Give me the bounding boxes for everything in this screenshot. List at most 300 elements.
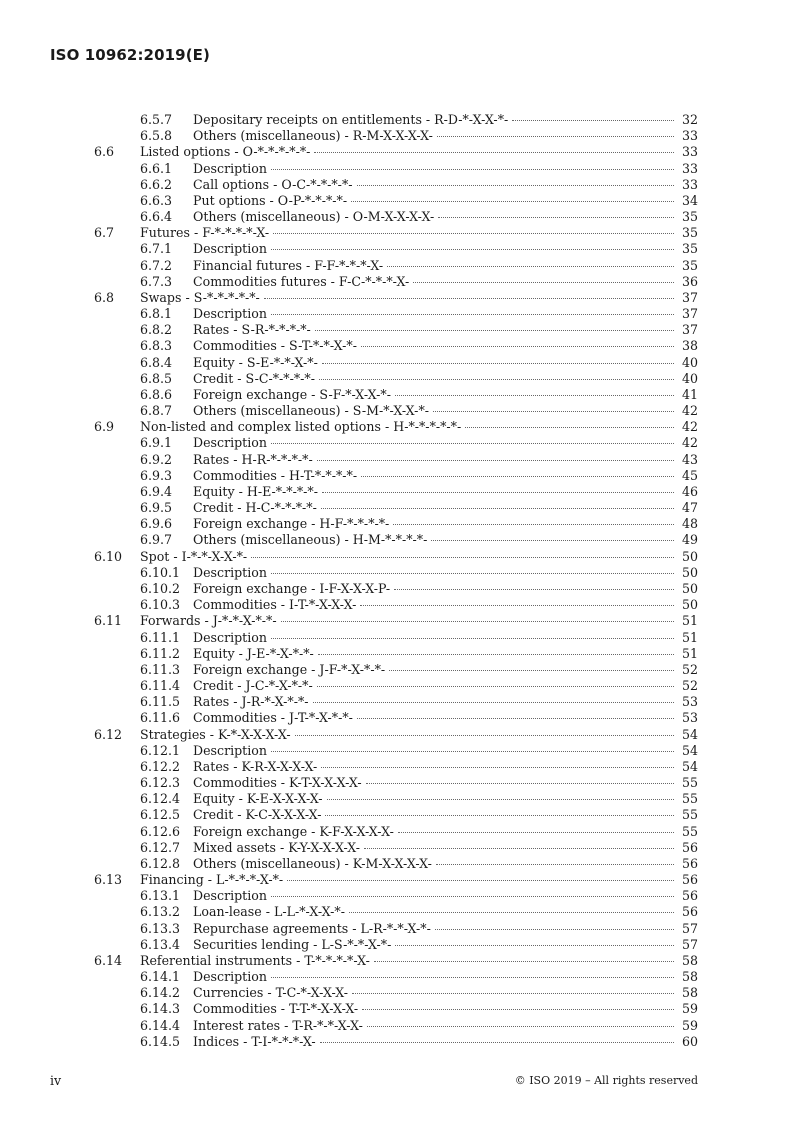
copyright-notice: © ISO 2019 – All rights reserved [514,1074,698,1087]
dot-leader [364,848,674,849]
toc-entry-line [193,128,698,144]
toc-entry-title: Others (miscellaneous) - H-M-*-*-*-*- [193,532,428,548]
dot-leader [271,249,674,250]
dot-leader [320,1042,674,1043]
toc-subsection-row[interactable] [0,969,793,985]
toc-entry-title: Others (miscellaneous) - O-M-X-X-X-X- [193,209,435,225]
toc-subsection-row[interactable] [0,921,793,937]
toc-entry-title: Others (miscellaneous) - K-M-X-X-X-X- [193,855,432,871]
toc-entry-number: 6.11.6 [140,710,181,726]
toc-entry-page: 56 [681,904,698,920]
toc-entry-number: 6.7 [94,225,115,241]
toc-entry-line [193,985,698,1001]
toc-section-row[interactable] [0,613,793,629]
dot-leader [435,929,674,930]
dot-leader [389,670,674,671]
dot-leader [398,832,674,833]
dot-leader [433,411,674,412]
toc-entry-page: 59 [681,1001,698,1017]
toc-subsection-row[interactable] [0,258,793,274]
toc-entry-page: 54 [681,758,698,774]
dot-leader [361,346,674,347]
dot-leader [465,427,674,428]
toc-entry-number: 6.5.8 [140,128,173,144]
toc-subsection-row[interactable] [0,112,793,128]
toc-entry-page: 57 [681,920,698,936]
toc-entry-line [140,144,698,160]
toc-entry-page: 58 [681,952,698,968]
toc-entry-line [193,904,698,920]
toc-entry-title: Non-listed and complex listed options - H-*-*-*-*-*- [140,419,462,435]
toc-subsection-row[interactable] [0,694,793,710]
toc-subsection-row[interactable] [0,371,793,387]
dot-leader [436,864,674,865]
toc-entry-page: 38 [681,338,698,354]
toc-subsection-row[interactable] [0,840,793,856]
toc-entry-title: Equity - K-E-X-X-X-X- [193,791,323,807]
toc-section-row[interactable] [0,549,793,565]
toc-entry-number: 6.9 [94,419,115,435]
toc-entry-title: Commodities futures - F-C-*-*-*-X- [193,273,410,289]
toc-entry-number: 6.9.6 [140,516,173,532]
toc-subsection-row[interactable] [0,322,793,338]
toc-entry-title: Equity - J-E-*-X-*-*- [193,645,314,661]
toc-subsection-row[interactable] [0,743,793,759]
toc-entry-line [193,1001,698,1017]
dot-leader [351,201,674,202]
toc-entry-line [193,791,698,807]
dot-leader [314,152,674,153]
toc-entry-line [193,630,698,646]
toc-entry-page: 57 [681,936,698,952]
toc-entry-number: 6.14.3 [140,1001,181,1017]
dot-leader [295,735,674,736]
toc-subsection-row[interactable] [0,1001,793,1017]
dot-leader [352,993,674,994]
toc-entry-line [193,888,698,904]
toc-entry-number: 6.11.2 [140,645,181,661]
dot-leader [361,476,674,477]
toc-entry-title: Commodities - I-T-*-X-X-X- [193,597,357,613]
toc-entry-line [193,710,698,726]
toc-entry-page: 51 [681,613,698,629]
toc-subsection-row[interactable] [0,662,793,678]
toc-entry-title: Description [193,629,267,645]
dot-leader [431,540,674,541]
toc-entry-title: Forwards - J-*-*-X-*-*- [140,613,277,629]
dot-leader [394,589,674,590]
toc-entry-page: 50 [681,597,698,613]
toc-entry-number: 6.13 [94,872,123,888]
toc-entry-page: 35 [681,257,698,273]
toc-entry-page: 33 [681,128,698,144]
toc-subsection-row[interactable] [0,306,793,322]
toc-subsection-row[interactable] [0,403,793,419]
dot-leader [319,379,674,380]
toc-entry-page: 42 [681,403,698,419]
dot-leader [413,282,674,283]
toc-entry-number: 6.8.5 [140,370,173,386]
toc-entry-page: 49 [681,532,698,548]
toc-subsection-row[interactable] [0,1018,793,1034]
toc-section-row[interactable] [0,872,793,888]
toc-entry-number: 6.12.2 [140,758,181,774]
toc-entry-title: Put options - O-P-*-*-*-*- [193,192,348,208]
toc-entry-title: Referential instruments - T-*-*-*-*-X- [140,952,370,968]
toc-entry-line [140,290,698,306]
toc-entry-number: 6.10.2 [140,580,181,596]
toc-entry-line [193,274,698,290]
toc-entry-line [193,516,698,532]
toc-entry-number: 6.13.4 [140,936,181,952]
toc-entry-title: Swaps - S-*-*-*-*-*- [140,289,260,305]
dot-leader [271,977,674,978]
toc-entry-line [193,355,698,371]
toc-entry-line [140,549,698,565]
toc-entry-number: 6.11.3 [140,661,181,677]
dot-leader [321,767,674,768]
toc-entry-line [193,678,698,694]
toc-subsection-row[interactable] [0,161,793,177]
toc-subsection-row[interactable] [0,209,793,225]
toc-entry-title: Description [193,241,267,257]
toc-entry-page: 51 [681,629,698,645]
toc-subsection-row[interactable] [0,177,793,193]
dot-leader [264,298,674,299]
toc-entry-title: Commodities - S-T-*-*-X-*- [193,338,357,354]
toc-entry-number: 6.12.1 [140,742,181,758]
dot-leader [313,702,674,703]
toc-subsection-row[interactable] [0,937,793,953]
toc-entry-number: 6.12.5 [140,807,181,823]
toc-entry-line [193,856,698,872]
toc-entry-page: 58 [681,985,698,1001]
dot-leader [395,395,674,396]
toc-entry-page: 50 [681,580,698,596]
toc-entry-title: Financing - L-*-*-*-X-*- [140,872,284,888]
dot-leader [349,912,674,913]
toc-entry-page: 37 [681,289,698,305]
toc-entry-page: 37 [681,306,698,322]
toc-entry-page: 33 [681,176,698,192]
toc-entry-number: 6.9.3 [140,467,173,483]
toc-subsection-row[interactable] [0,1034,793,1050]
toc-entry-number: 6.12.7 [140,839,181,855]
toc-entry-number: 6.6.2 [140,176,173,192]
dot-leader [318,654,674,655]
toc-entry-line [193,597,698,613]
dot-leader [271,573,674,574]
toc-section-row[interactable] [0,727,793,743]
toc-section-row[interactable] [0,144,793,160]
toc-entry-page: 45 [681,467,698,483]
toc-entry-number: 6.11 [94,613,123,629]
toc-entry-title: Mixed assets - K-Y-X-X-X-X- [193,839,361,855]
dot-leader [271,169,674,170]
toc-entry-number: 6.13.3 [140,920,181,936]
toc-entry-title: Depositary receipts on entitlements - R-D-*-X-X-*- [193,112,509,127]
dot-leader [367,1026,674,1027]
dot-leader [437,136,674,137]
toc-entry-page: 55 [681,807,698,823]
toc-entry-title: Currencies - T-C-*-X-X-X- [193,985,349,1001]
dot-leader [374,961,674,962]
toc-entry-line [193,177,698,193]
toc-entry-line [193,258,698,274]
toc-section-row[interactable] [0,419,793,435]
toc-entry-page: 42 [681,419,698,435]
toc-entry-line [193,387,698,403]
dot-leader [357,185,675,186]
toc-entry-line [193,743,698,759]
dot-leader [251,557,674,558]
toc-entry-line [193,306,698,322]
toc-entry-title: Foreign exchange - K-F-X-X-X-X- [193,823,394,839]
toc-entry-title: Commodities - J-T-*-X-*-*- [193,710,353,726]
toc-subsection-row[interactable] [0,678,793,694]
toc-entry-number: 6.12.4 [140,791,181,807]
dot-leader [322,492,674,493]
toc-entry-title: Credit - S-C-*-*-*-*- [193,370,315,386]
toc-entry-line [193,969,698,985]
toc-entry-line [193,662,698,678]
toc-entry-title: Loan-lease - L-L-*-X-X-*- [193,904,345,920]
toc-subsection-row[interactable] [0,484,793,500]
toc-entry-page: 56 [681,839,698,855]
dot-leader [325,815,674,816]
toc-entry-line [193,484,698,500]
toc-entry-number: 6.7.3 [140,273,173,289]
toc-subsection-row[interactable] [0,824,793,840]
toc-entry-number: 6.11.5 [140,694,181,710]
toc-entry-title: Rates - J-R-*-X-*-*- [193,694,309,710]
toc-entry-number: 6.5.7 [140,112,173,127]
toc-entry-line [193,452,698,468]
toc-entry-number: 6.8.7 [140,403,173,419]
toc-entry-page: 33 [681,144,698,160]
toc-entry-number: 6.9.4 [140,483,173,499]
toc-subsection-row[interactable] [0,452,793,468]
toc-entry-page: 35 [681,241,698,257]
dot-leader [271,314,674,315]
toc-entry-title: Description [193,888,267,904]
toc-subsection-row[interactable] [0,355,793,371]
dot-leader [287,880,674,881]
toc-subsection-row[interactable] [0,387,793,403]
toc-entry-title: Foreign exchange - I-F-X-X-X-P- [193,580,391,596]
dot-leader [357,718,674,719]
toc-entry-line [193,840,698,856]
toc-subsection-row[interactable] [0,791,793,807]
toc-entry-title: Futures - F-*-*-*-*-X- [140,225,270,241]
dot-leader [360,605,674,606]
toc-entry-line [193,824,698,840]
toc-subsection-row[interactable] [0,581,793,597]
toc-entry-number: 6.9.1 [140,435,173,451]
toc-entry-title: Strategies - K-*-X-X-X-X- [140,726,291,742]
dot-leader [271,443,674,444]
dot-leader [271,638,674,639]
toc-subsection-row[interactable] [0,759,793,775]
toc-subsection-row[interactable] [0,500,793,516]
toc-entry-title: Financial futures - F-F-*-*-*-X- [193,257,384,273]
toc-entry-title: Repurchase agreements - L-R-*-*-X-*- [193,920,431,936]
toc-entry-page: 48 [681,516,698,532]
toc-entry-number: 6.11.4 [140,678,181,694]
toc-subsection-row[interactable] [0,646,793,662]
toc-entry-page: 53 [681,694,698,710]
toc-entry-page: 59 [681,1017,698,1033]
dot-leader [366,783,674,784]
toc-entry-title: Credit - H-C-*-*-*-*- [193,500,317,516]
toc-subsection-row[interactable] [0,274,793,290]
toc-entry-title: Others (miscellaneous) - S-M-*-X-X-*- [193,403,429,419]
dot-leader [317,686,674,687]
toc-subsection-row[interactable] [0,128,793,144]
toc-entry-title: Description [193,742,267,758]
toc-entry-page: 53 [681,710,698,726]
toc-entry-number: 6.8 [94,289,115,305]
table-of-contents [0,112,793,1050]
toc-subsection-row[interactable] [0,193,793,209]
toc-entry-number: 6.12.6 [140,823,181,839]
toc-subsection-row[interactable] [0,888,793,904]
dot-leader [387,266,674,267]
toc-entry-line [193,403,698,419]
toc-entry-title: Credit - K-C-X-X-X-X- [193,807,322,823]
toc-entry-number: 6.14 [94,952,123,968]
toc-entry-page: 36 [681,273,698,289]
toc-entry-title: Interest rates - T-R-*-*-X-X- [193,1017,363,1033]
toc-subsection-row[interactable] [0,565,793,581]
toc-section-row[interactable] [0,225,793,241]
toc-entry-number: 6.13.2 [140,904,181,920]
toc-entry-line [193,468,698,484]
toc-entry-title: Equity - H-E-*-*-*-*- [193,483,318,499]
toc-entry-number: 6.8.2 [140,322,173,338]
toc-entry-page: 33 [681,160,698,176]
toc-entry-line [140,419,698,435]
toc-entry-number: 6.6.1 [140,160,173,176]
toc-subsection-row[interactable] [0,435,793,451]
toc-entry-number: 6.8.1 [140,306,173,322]
toc-entry-page: 54 [681,742,698,758]
toc-entry-title: Rates - H-R-*-*-*-*- [193,451,313,467]
toc-entry-number: 6.9.5 [140,500,173,516]
toc-entry-page: 32 [681,112,698,127]
toc-subsection-row[interactable] [0,904,793,920]
toc-subsection-row[interactable] [0,985,793,1001]
toc-subsection-row[interactable] [0,532,793,548]
toc-section-row[interactable] [0,953,793,969]
toc-entry-line [193,694,698,710]
toc-entry-page: 58 [681,969,698,985]
toc-entry-title: Spot - I-*-*-X-X-*- [140,548,248,564]
dot-leader [271,896,674,897]
toc-entry-number: 6.10.1 [140,564,181,580]
toc-section-row[interactable] [0,290,793,306]
toc-entry-page: 34 [681,192,698,208]
toc-entry-line [193,161,698,177]
toc-entry-page: 47 [681,500,698,516]
dot-leader [362,1009,674,1010]
toc-subsection-row[interactable] [0,710,793,726]
toc-entry-number: 6.9.2 [140,451,173,467]
toc-entry-number: 6.8.3 [140,338,173,354]
document-id-header: ISO 10962:2019(E) [50,46,210,64]
toc-entry-line [140,727,698,743]
toc-entry-title: Foreign exchange - H-F-*-*-*-*- [193,516,390,532]
toc-entry-number: 6.8.4 [140,354,173,370]
toc-entry-page: 54 [681,726,698,742]
toc-subsection-row[interactable] [0,597,793,613]
toc-entry-line [193,112,698,128]
toc-entry-number: 6.6.3 [140,192,173,208]
toc-entry-number: 6.12 [94,726,123,742]
toc-entry-title: Foreign exchange - S-F-*-X-X-*- [193,386,391,402]
toc-entry-page: 55 [681,775,698,791]
toc-subsection-row[interactable] [0,807,793,823]
toc-entry-number: 6.14.5 [140,1033,181,1049]
toc-subsection-row[interactable] [0,630,793,646]
toc-entry-page: 52 [681,678,698,694]
toc-entry-page: 51 [681,645,698,661]
toc-subsection-row[interactable] [0,775,793,791]
toc-entry-line [193,921,698,937]
toc-subsection-row[interactable] [0,516,793,532]
toc-entry-page: 60 [681,1033,698,1049]
toc-entry-line [193,435,698,451]
toc-entry-title: Call options - O-C-*-*-*-*- [193,176,353,192]
toc-entry-page: 41 [681,386,698,402]
toc-subsection-row[interactable] [0,468,793,484]
toc-entry-line [193,565,698,581]
dot-leader [271,751,674,752]
toc-entry-title: Commodities - H-T-*-*-*-*- [193,467,358,483]
toc-entry-page: 46 [681,483,698,499]
toc-entry-line [193,209,698,225]
toc-subsection-row[interactable] [0,338,793,354]
toc-entry-line [193,581,698,597]
toc-entry-line [140,872,698,888]
toc-subsection-row[interactable] [0,241,793,257]
page-number-roman: iv [50,1073,62,1088]
dot-leader [273,233,674,234]
toc-entry-line [193,241,698,257]
toc-entry-title: Description [193,564,267,580]
toc-entry-page: 55 [681,823,698,839]
toc-entry-line [193,1034,698,1050]
toc-entry-title: Indices - T-I-*-*-*-X- [193,1033,316,1049]
toc-entry-title: Description [193,969,267,985]
toc-entry-line [193,1018,698,1034]
toc-entry-title: Description [193,160,267,176]
toc-entry-page: 56 [681,855,698,871]
toc-entry-page: 42 [681,435,698,451]
toc-entry-page: 40 [681,370,698,386]
toc-entry-title: Securities lending - L-S-*-*-X-*- [193,936,392,952]
toc-entry-line [193,759,698,775]
toc-entry-number: 6.12.3 [140,775,181,791]
toc-entry-page: 35 [681,209,698,225]
toc-subsection-row[interactable] [0,856,793,872]
toc-entry-title: Rates - K-R-X-X-X-X- [193,758,318,774]
toc-entry-line [193,193,698,209]
toc-entry-number: 6.14.2 [140,985,181,1001]
toc-entry-title: Rates - S-R-*-*-*-*- [193,322,311,338]
dot-leader [322,363,674,364]
toc-entry-number: 6.8.6 [140,386,173,402]
